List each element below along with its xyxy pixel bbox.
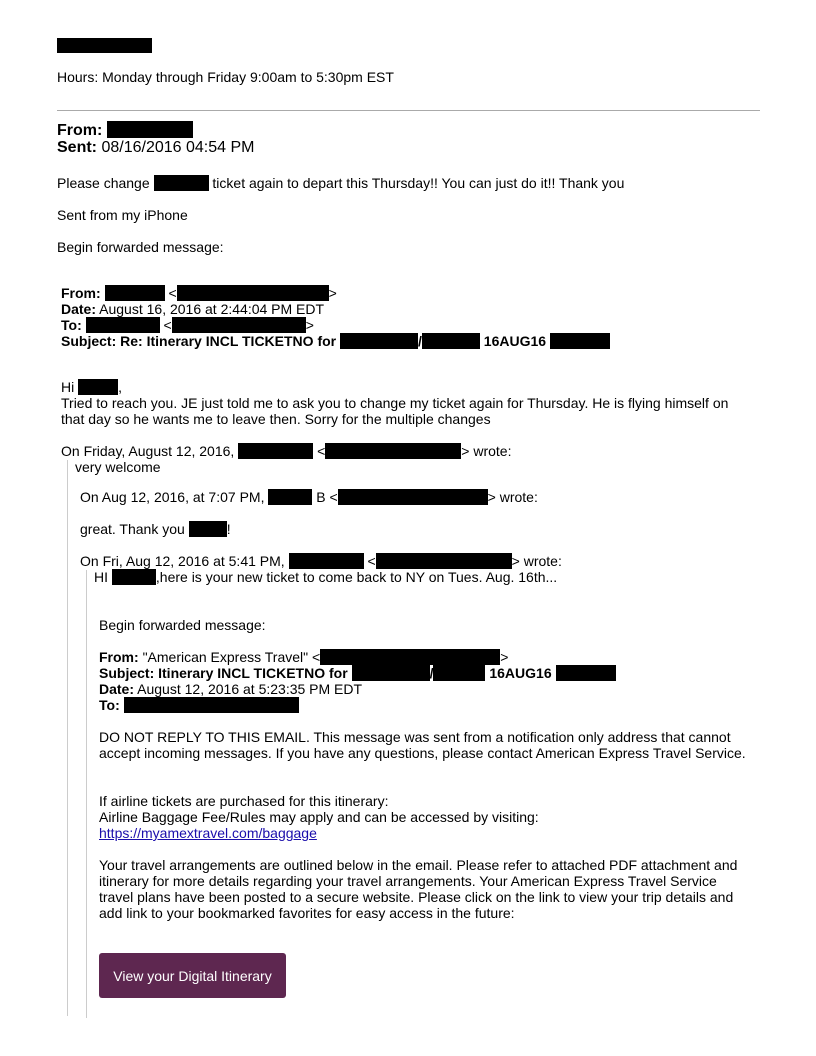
fwd1-date-value: August 16, 2016 at 2:44:04 PM EDT <box>99 301 325 317</box>
fwd1-subject: Subject: Re: Itinerary INCL TICKETNO for / 16AUG16 <box>61 333 610 349</box>
quote-bar-1 <box>67 460 68 1016</box>
quote3-body <box>94 569 557 585</box>
fwd2-from: From: "American Express Travel" < > <box>99 649 509 665</box>
fwd1-to-label: To: <box>61 317 82 333</box>
redacted-email <box>177 285 329 301</box>
quote3-prefix: On Fri, Aug 12, 2016 at 5:41 PM, <box>80 553 285 569</box>
redacted-recipient <box>86 317 160 333</box>
outer-from-label: From: <box>57 122 103 139</box>
fwd1-greeting: Hi , <box>61 379 123 395</box>
thread-forward-intro: Begin forwarded message: <box>99 617 266 633</box>
redacted-name <box>189 521 227 537</box>
redacted-passenger <box>422 333 480 349</box>
redacted-passenger <box>433 665 485 681</box>
redacted-name <box>154 175 209 191</box>
forward-intro: Begin forwarded message: <box>57 239 224 255</box>
redacted-sender <box>105 285 165 301</box>
quote3-body-start: HI <box>94 569 108 585</box>
quote2-prefix: On Aug 12, 2016, at 7:07 PM, <box>80 489 265 505</box>
fwd2-from-label: From: <box>99 649 139 665</box>
fwd2-from-value: "American Express Travel" < <box>142 649 321 665</box>
redacted-code <box>556 665 616 681</box>
notice-paragraph: DO NOT REPLY TO THIS EMAIL. This message was sent from a notification only address that cannot accept incoming messages. If you have any questions, please contact American Express Travel Service. <box>99 729 746 761</box>
quote2-body <box>80 521 231 537</box>
quote3-body-end: ,here is your new ticket to come back to NY on Tues. Aug. 16th... <box>155 569 558 585</box>
quote1-body: very welcome <box>75 459 161 475</box>
fwd1-subject-value: Re: Itinerary INCL TICKETNO for <box>120 333 337 349</box>
outer-body-end: ticket again to depart this Thursday!! You can just do it!! Thank you <box>212 175 625 191</box>
quote2-body-end: ! <box>226 521 231 537</box>
redacted-name <box>78 379 118 395</box>
redacted-email <box>338 489 488 505</box>
redacted-passenger <box>340 333 418 349</box>
fwd2-date-label: Date: <box>99 681 135 697</box>
quote2-suffix: wrote: <box>499 489 538 505</box>
redacted-sender <box>289 553 364 569</box>
redacted-name <box>112 569 156 585</box>
greeting-text: Hi <box>61 379 75 395</box>
outer-sent-label: Sent: <box>57 139 97 156</box>
quote3-attribution: On Fri, Aug 12, 2016 at 5:41 PM, < > wrote: <box>80 553 562 569</box>
redacted-email <box>325 443 461 459</box>
redacted-sender <box>238 443 313 459</box>
outer-body <box>57 175 624 191</box>
quote3-suffix: wrote: <box>523 553 562 569</box>
airline-line-2: Airline Baggage Fee/Rules may apply and can be accessed by visiting: <box>99 809 539 825</box>
outer-body-start: Please change <box>57 175 150 191</box>
header-divider <box>57 110 760 111</box>
redacted-email <box>320 649 500 665</box>
view-itinerary-button[interactable]: View your Digital Itinerary <box>99 953 286 998</box>
fwd1-subject-label: Subject: <box>61 333 117 349</box>
outer-from <box>57 121 193 140</box>
fwd2-subject-label: Subject: <box>99 665 155 681</box>
fwd2-subject-date: 16AUG16 <box>489 665 552 681</box>
hours-line: Hours: Monday through Friday 9:00am to 5:30pm EST <box>57 69 394 85</box>
fwd2-subject: Subject: Itinerary INCL TICKETNO for / 16AUG16 <box>99 665 616 681</box>
fwd1-to: To: < > <box>61 317 314 333</box>
fwd2-to <box>99 697 299 713</box>
fwd1-body: Tried to reach you. JE just told me to ask you to change my ticket again for Thursday. He is flying himself on that day so he wants me to leave then. Sorry for the multiple changes <box>61 395 729 427</box>
outer-sent <box>57 139 254 157</box>
fwd2-subject-value: Itinerary INCL TICKETNO for <box>158 665 348 681</box>
redacted-passenger <box>352 665 430 681</box>
quote1-suffix: wrote: <box>473 443 512 459</box>
fwd1-date <box>61 301 324 317</box>
redacted-code <box>550 333 610 349</box>
redacted-sender <box>107 121 193 138</box>
signature: Sent from my iPhone <box>57 207 188 223</box>
baggage-link[interactable]: https://myamextravel.com/baggage <box>99 825 317 841</box>
quote1-prefix: On Friday, August 12, 2016, <box>61 443 235 459</box>
redacted-sender <box>268 489 312 505</box>
airline-line-1: If airline tickets are purchased for this itinerary: <box>99 793 389 809</box>
redacted-name-header <box>57 38 152 53</box>
outer-sent-value: 08/16/2016 04:54 PM <box>101 139 255 156</box>
fwd2-to-label: To: <box>99 697 120 713</box>
fwd1-from-label: From: <box>61 285 101 301</box>
fwd2-date <box>99 681 362 697</box>
fwd1-from: From: < > <box>61 285 337 301</box>
quote1-attribution: On Friday, August 12, 2016, < > wrote: <box>61 443 512 459</box>
fwd1-date-label: Date: <box>61 301 97 317</box>
redacted-email <box>172 317 306 333</box>
quote-bar-2 <box>86 570 87 1018</box>
redacted-email <box>376 553 512 569</box>
quote2-attribution: On Aug 12, 2016, at 7:07 PM, B < > wrote: <box>80 489 538 505</box>
fwd1-subject-date: 16AUG16 <box>483 333 547 349</box>
quote2-body-start: great. Thank you <box>80 521 185 537</box>
fwd2-date-value: August 12, 2016 at 5:23:35 PM EDT <box>137 681 363 697</box>
redacted-recipient <box>124 697 299 713</box>
arrangements-paragraph: Your travel arrangements are outlined below in the email. Please refer to attached PDF attachment and itinerary for more details regarding your travel arrangements. Your American Express Travel Service travel plans have been posted to a secure website. Please click on the link to view your trip details and add link to your bookmarked favorites for easy access in the future: <box>99 857 738 921</box>
quote2-mid: B < <box>316 489 338 505</box>
